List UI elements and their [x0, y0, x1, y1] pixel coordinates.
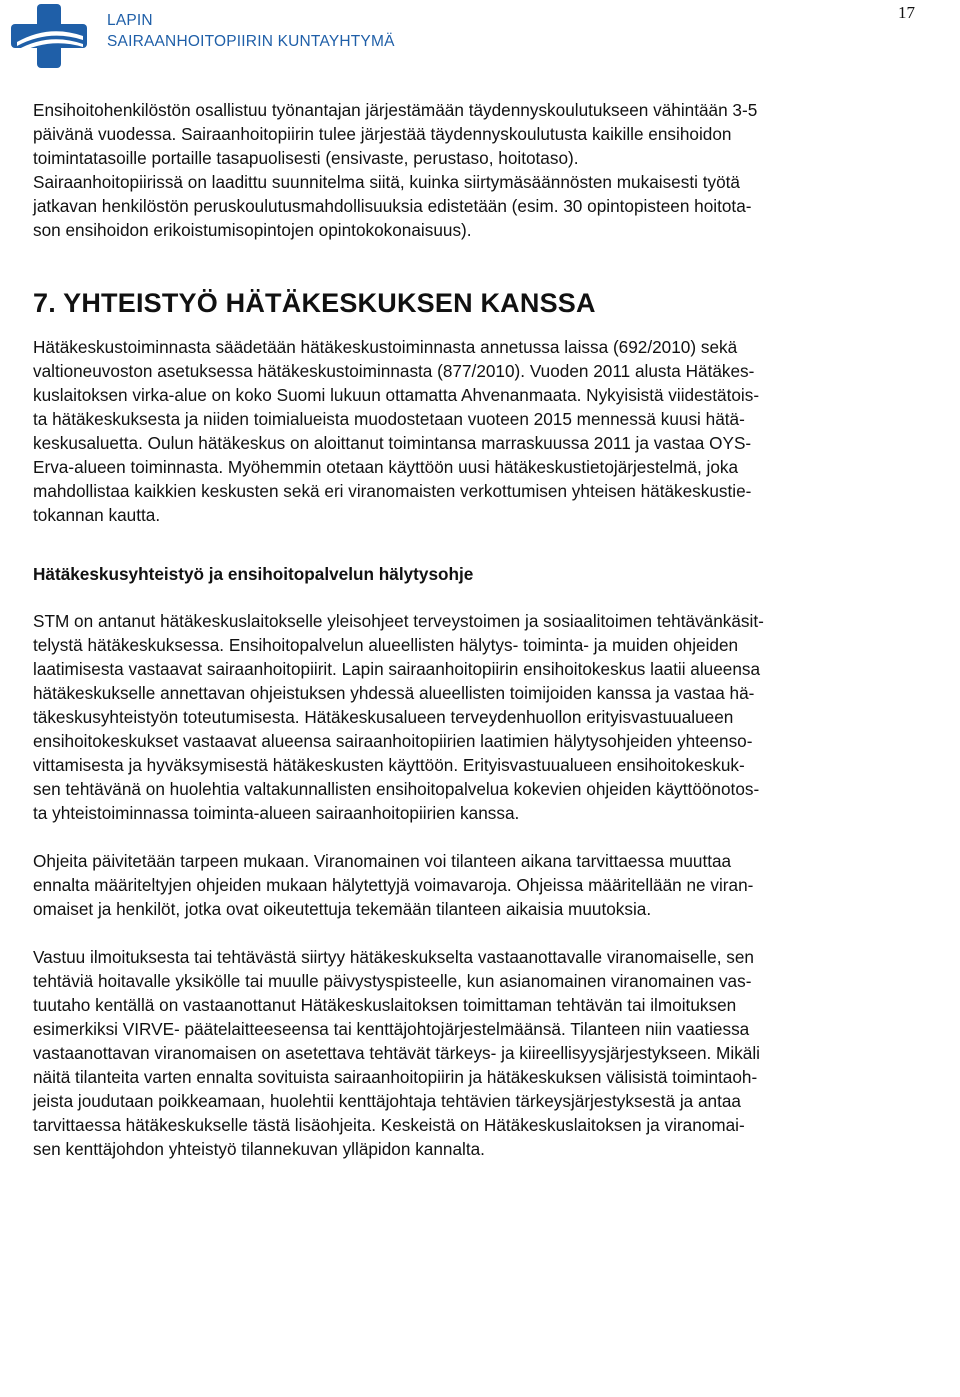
subsection-paragraph-3 [33, 945, 915, 1161]
text-line: Ensihoitohenkilöstön osallistuu työnantajan järjestämään täydennyskoulutukseen vähintään 3-5 [33, 100, 758, 120]
section-paragraph [33, 335, 915, 527]
intro-paragraph [33, 98, 915, 242]
text-line: STM on antanut hätäkeskuslaitokselle yleisohjeet terveystoimen ja sosiaalitoimen tehtävänkäsit- [33, 611, 764, 631]
text-line: Vastuu ilmoituksesta tai tehtävästä siirtyy hätäkeskukselta vastaanottavalle viranomaiselle, sen [33, 947, 754, 967]
section-heading: 7. YHTEISTYÖ HÄTÄKESKUKSEN KANSSA [33, 288, 596, 318]
text-line: hätäkeskukselle annettavan ohjeistuksen yhdessä alueellisten toimijoiden kanssa ja vastaa hä- [33, 683, 755, 703]
text-line: laatimisesta vastaavat sairaanhoitopiirit. Lapin sairaanhoitopiirin ensihoitokeskus laatii alueensa [33, 659, 761, 679]
text-line: omaiset ja henkilöt, jotka ovat oikeutettuja tekemään tilanteen aikaisia muutoksia. [33, 899, 652, 919]
text-line: täkeskusyhteistyön toteutumisesta. Hätäkeskusalueen terveydenhuollon erityisvastuualueen [33, 707, 734, 727]
text-line: Ohjeita päivitetään tarpeen mukaan. Viranomainen voi tilanteen aikana tarvittaessa muuttaa [33, 851, 732, 871]
text-line: tokannan kautta. [33, 505, 161, 525]
text-line: ta hätäkeskuksesta ja niiden toimialueista muodostetaan vuoteen 2015 mennessä kuusi hätä- [33, 409, 745, 429]
text-line: Sairaanhoitopiirissä on laadittu suunnitelma siitä, kuinka siirtymäsäännösten mukaisesti työtä [33, 172, 740, 192]
page-number: 17 [898, 3, 915, 22]
subsection-paragraph-1 [33, 609, 915, 825]
org-name-line-2: SAIRAANHOITOPIIRIN KUNTAYHTYMÄ [107, 33, 395, 50]
text-line: valtioneuvoston asetuksessa hätäkeskustoiminnasta (877/2010). Vuoden 2011 alusta Hätäkes- [33, 361, 755, 381]
text-line: mahdollistaa kaikkien keskusten sekä eri viranomaisten verkottumisen yhteisen hätäkeskustie- [33, 481, 752, 501]
text-line: sen kenttäjohdon yhteistyö tilannekuvan ylläpidon kannalta. [33, 1139, 485, 1159]
text-line: ennalta määriteltyjen ohjeiden mukaan hälytettyjä voimavaroja. Ohjeissa määritellään ne viran- [33, 875, 754, 895]
text-line: vastaanottavan viranomaisen on asetettava tehtävät tärkeys- ja kiireellisyysjärjestykseen. Mikäli [33, 1043, 760, 1063]
org-name-line-1: LAPIN [107, 12, 153, 29]
subsection-heading: Hätäkeskusyhteistyö ja ensihoitopalvelun hälytysohje [33, 564, 474, 584]
text-line: päivänä vuodessa. Sairaanhoitopiirin tulee järjestää täydennyskoulutusta kaikille ensihoidon [33, 124, 732, 144]
text-line: son ensihoidon erikoistumisopintojen opintokokonaisuus). [33, 220, 472, 240]
text-line: jatkavan henkilöstön peruskoulutusmahdollisuuksia edistetään (esim. 30 opintopisteen hoitota- [33, 196, 752, 216]
text-line: tehtäviä hoitavalle yksikölle tai muulle päivystyspisteelle, kun asianomainen viranomainen vas- [33, 971, 752, 991]
text-line: toimintatasoille portaille tasapuolisesti (ensivaste, perustaso, hoitotaso). [33, 148, 579, 168]
text-line: Hätäkeskustoiminnasta säädetään hätäkeskustoiminnasta annetussa laissa (692/2010) sekä [33, 337, 738, 357]
document-body [33, 98, 915, 1161]
text-line: näitä tilanteita varten ennalta sovituista sairaanhoitopiirin ja hätäkeskuksen välisistä toimintaoh- [33, 1067, 758, 1087]
text-line: sen tehtävänä on huolehtia valtakunnallisten ensihoitopalvelua kokevien ohjeiden käyttöönotos- [33, 779, 760, 799]
text-line: esimerkiksi VIRVE- päätelaitteeseensa tai kenttäjohtojärjestelmäänsä. Tilanteen niin vaatiessa [33, 1019, 750, 1039]
text-line: jeista joudutaan poikkeamaan, huolehtii kenttäjohtaja tehtävien tärkeysjärjestyksestä ja antaa [33, 1091, 741, 1111]
cross-logo-icon [9, 2, 89, 70]
text-line: tuutaho kentällä on vastaanottanut Hätäkeskuslaitoksen toimittaman tehtävän tai ilmoituksen [33, 995, 737, 1015]
text-line: Erva-alueen toiminnasta. Myöhemmin otetaan käyttöön uusi hätäkeskustietojärjestelmä, joka [33, 457, 739, 477]
text-line: kuslaitoksen virka-alue on koko Suomi lukuun ottamatta Ahvenanmaata. Nykyisistä viidestätois- [33, 385, 760, 405]
text-line: vittamisesta ja hyväksymisestä hätäkeskusten käyttöön. Erityisvastuualueen ensihoitokeskuk- [33, 755, 745, 775]
text-line: telystä hätäkeskuksessa. Ensihoitopalvelun alueellisten hälytys- toiminta- ja muiden ohjeiden [33, 635, 739, 655]
subsection-paragraph-2 [33, 849, 915, 921]
text-line: keskusaluetta. Oulun hätäkeskus on aloittanut toimintansa marraskuussa 2011 ja vastaa OYS- [33, 433, 752, 453]
text-line: tarvittaessa hätäkeskukselle tästä lisäohjeita. Keskeistä on Hätäkeskuslaitoksen ja viranomai- [33, 1115, 745, 1135]
text-line: ta yhteistoiminnassa toiminta-alueen sairaanhoitopiirien kanssa. [33, 803, 520, 823]
organization-name [107, 10, 395, 52]
text-line: ensihoitokeskukset vastaavat alueensa sairaanhoitopiirien laatimien hälytysohjeiden yhteenso- [33, 731, 753, 751]
